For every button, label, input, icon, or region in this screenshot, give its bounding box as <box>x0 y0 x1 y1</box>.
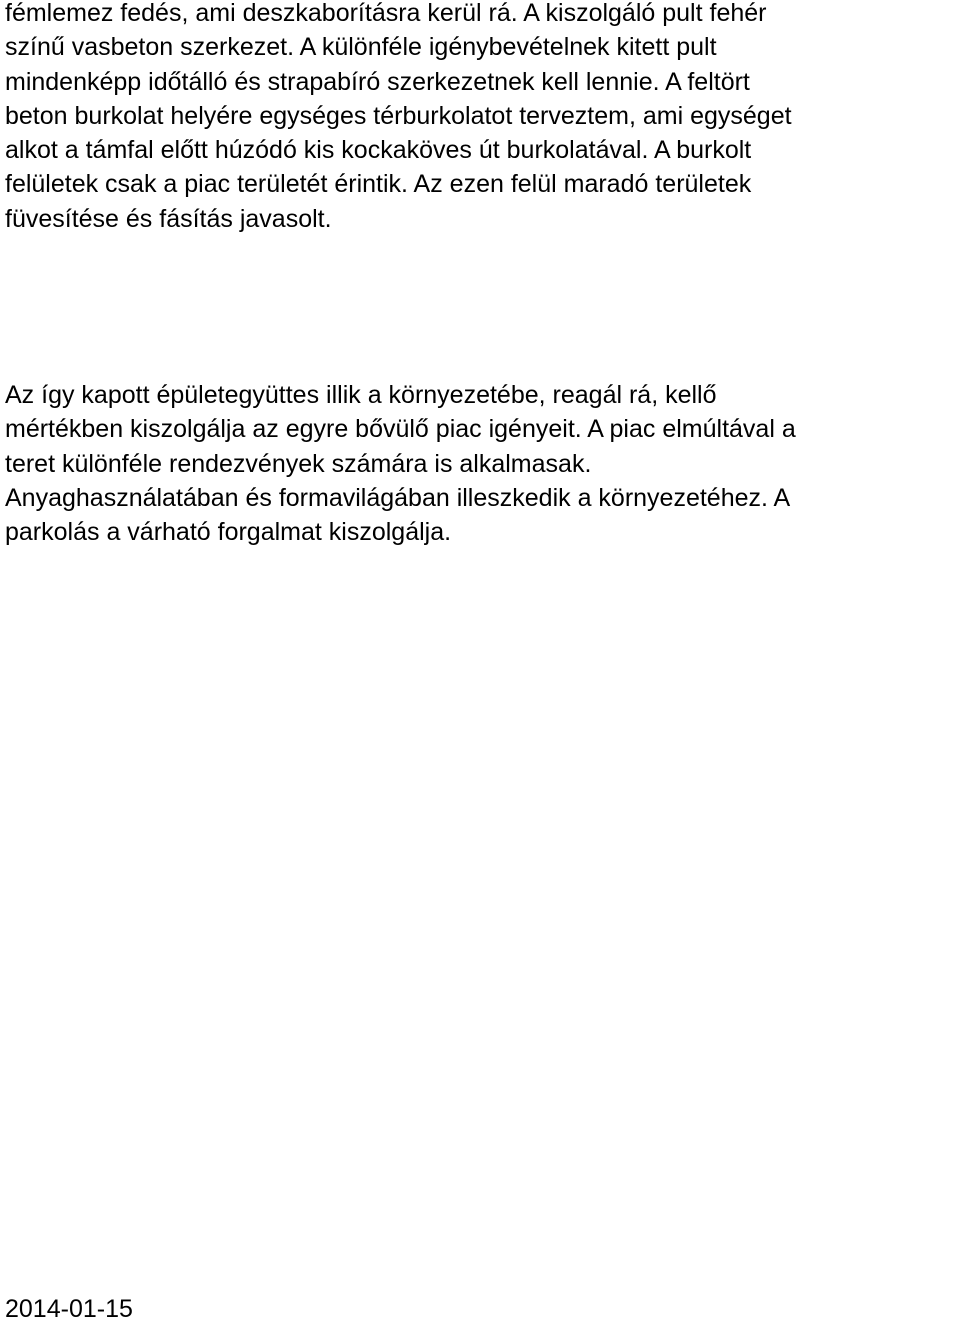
footer-date: 2014-01-15 <box>5 1295 133 1323</box>
text-line: teret különféle rendezvények számára is alkalmasak. <box>5 449 592 478</box>
paragraph-1 <box>5 0 792 236</box>
text-line: felületek csak a piac területét érintik. Az ezen felül maradó területek <box>5 170 752 199</box>
text-line: színű vasbeton szerkezet. A különféle igénybevételnek kitett pult <box>5 33 717 62</box>
paragraph-2 <box>5 378 796 549</box>
text-line: alkot a támfal előtt húzódó kis kockaköves út burkolatával. A burkolt <box>5 136 752 165</box>
text-line: parkolás a várható forgalmat kiszolgálja. <box>5 518 452 547</box>
text-line: Anyaghasználatában és formavilágában illeszkedik a környezetéhez. A <box>5 483 791 512</box>
text-line: mértékben kiszolgálja az egyre bővülő piac igényeit. A piac elmúltával a <box>5 415 796 444</box>
text-line: Az így kapott épületegyüttes illik a környezetébe, reagál rá, kellő <box>5 381 717 409</box>
text-line: mindenképp időtálló és strapabíró szerkezetnek kell lennie. A feltört <box>5 67 750 96</box>
text-line: fémlemez fedés, ami deszkaborításra kerül rá. A kiszolgáló pult fehér <box>5 0 767 27</box>
text-line: füvesítése és fásítás javasolt. <box>5 204 332 233</box>
text-line: beton burkolat helyére egységes térburkolatot terveztem, ami egységet <box>5 101 792 130</box>
